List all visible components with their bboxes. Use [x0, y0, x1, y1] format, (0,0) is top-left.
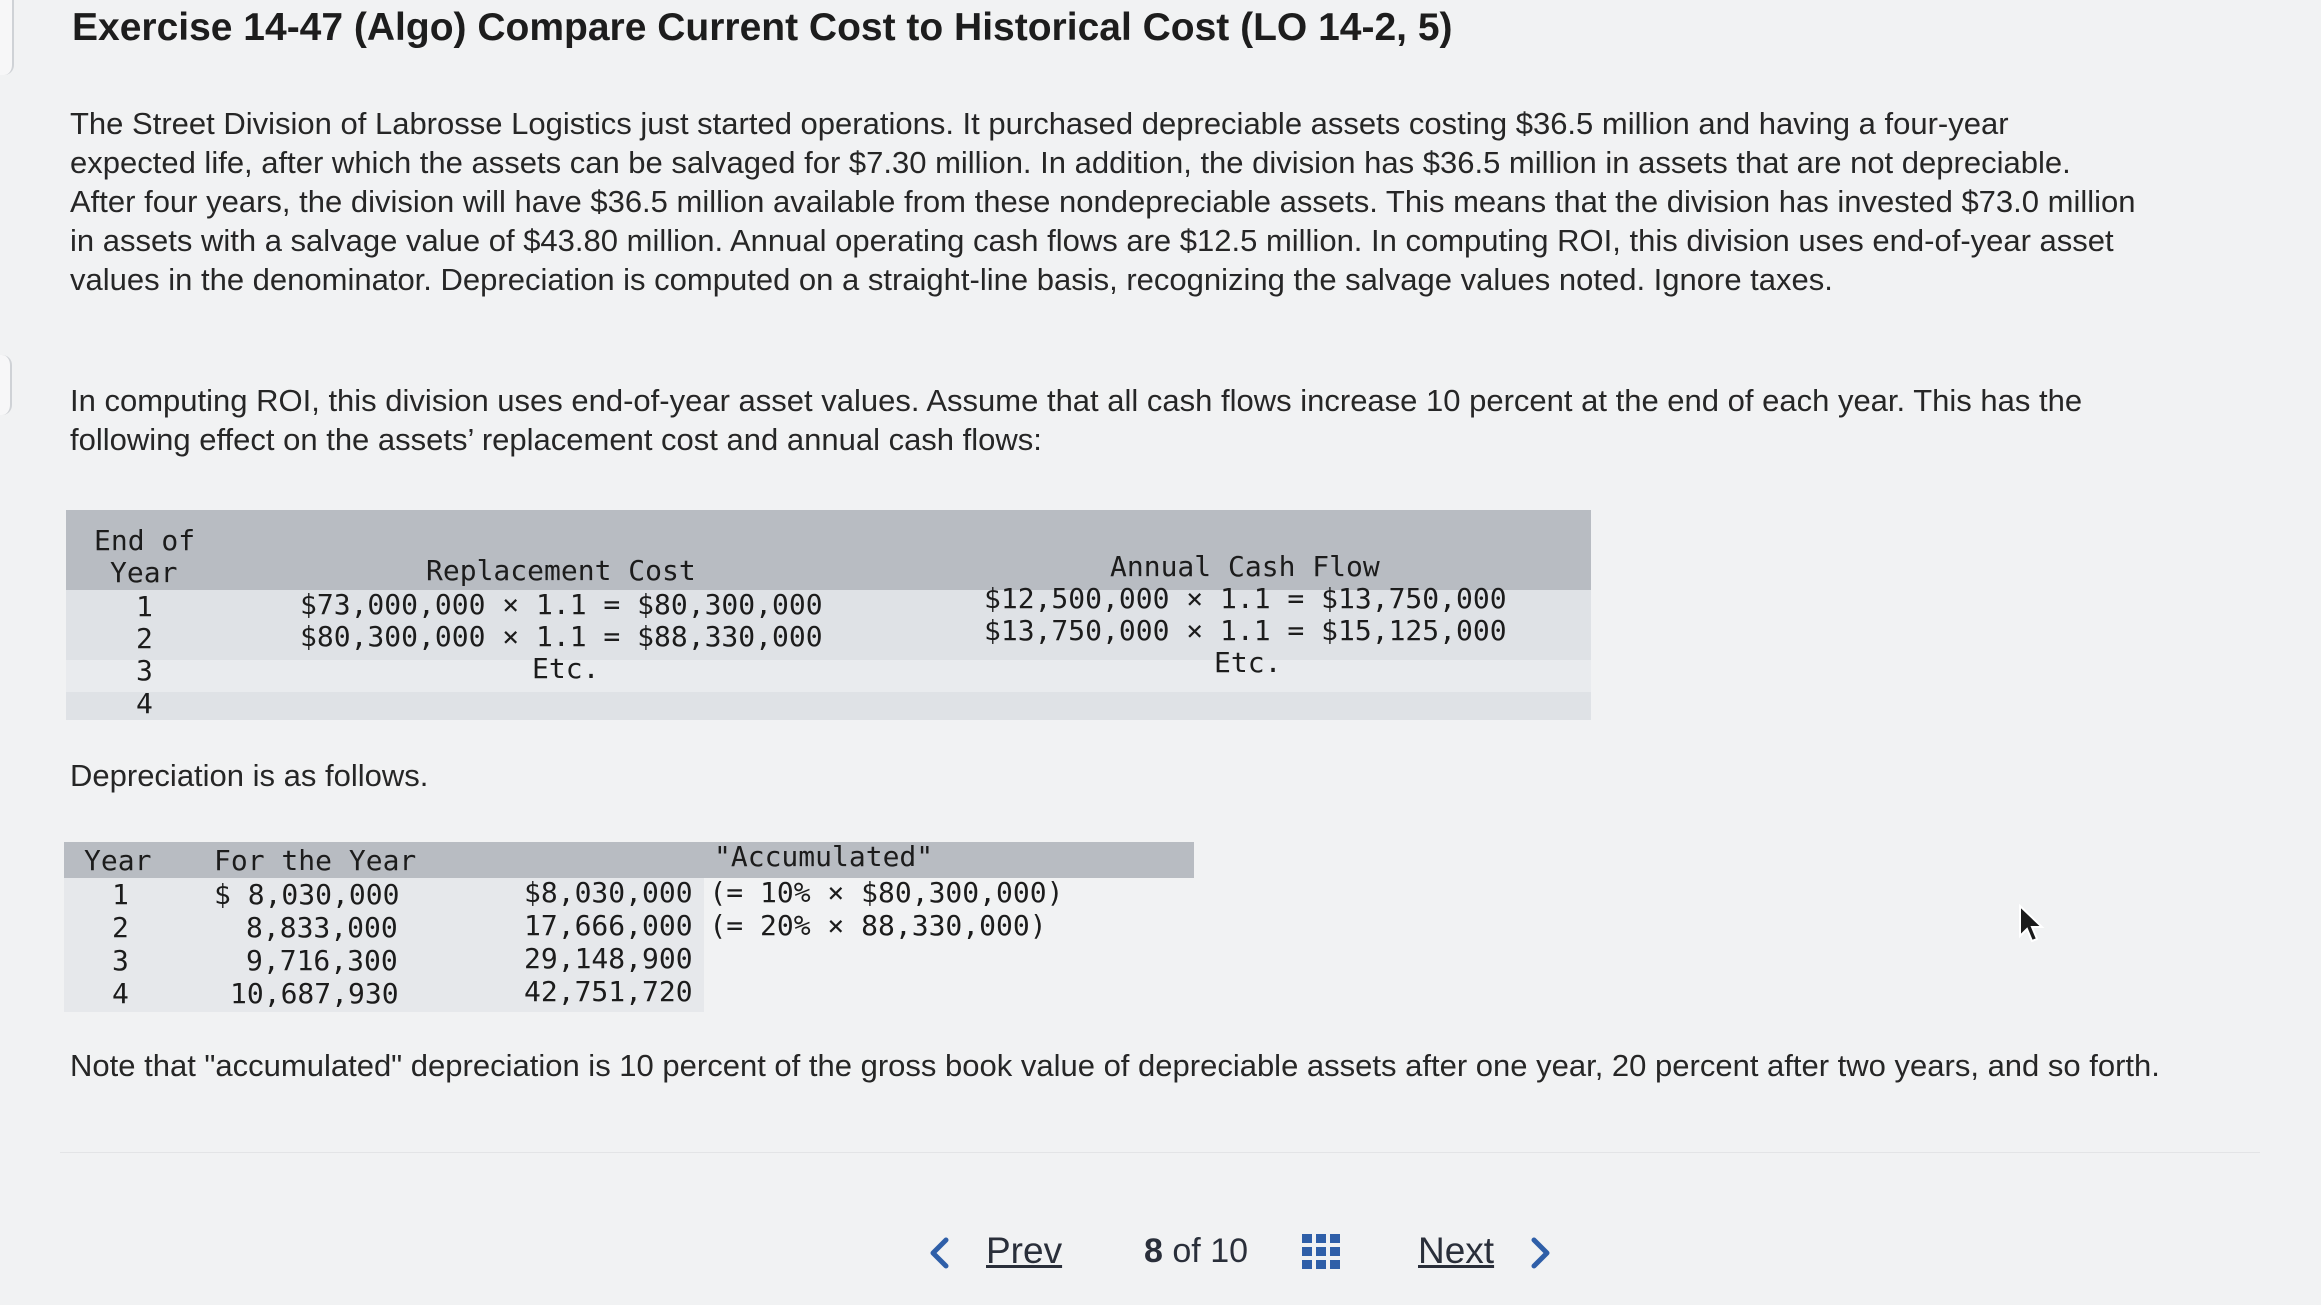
column-header-annual-cash-flow: Annual Cash Flow: [1110, 550, 1380, 583]
side-panel-tab[interactable]: [0, 0, 14, 75]
replacement-cost-table: [66, 510, 1591, 720]
total-pages: 10: [1210, 1232, 1249, 1270]
table-cell-cashflow: $12,500,000 × 1.1 = $13,750,000: [984, 582, 1507, 615]
table-cell-year: 2: [136, 622, 153, 655]
divider: [60, 1152, 2260, 1153]
table-cell-accumulated: 42,751,720: [524, 975, 693, 1008]
table-cell-for-year: 8,833,000: [246, 911, 398, 944]
table-cell-for-year: $ 8,030,000: [214, 878, 400, 911]
table-cell-cashflow: $13,750,000 × 1.1 = $15,125,000: [984, 614, 1507, 647]
depreciation-intro: Depreciation is as follows.: [70, 758, 429, 793]
table-cell-year: 4: [136, 687, 153, 720]
table-cell-accumulated: $8,030,000 (= 10% × $80,300,000): [524, 876, 1064, 909]
problem-description: The Street Division of Labrosse Logistics just started operations. It purchased depreciable assets costing $36.5 million and having a four-year expected life, after which the assets can be salvaged for $7.30 million. In addition, the division has $36.5 million in assets that are not depreciable. After four years, the division will have $36.5 million available from these nondepreciable assets. This means that the division has invested $73.0 million in assets with a salvage value of $43.80 million. Annual operating cash flows are $12.5 million. In computing ROI, this division uses end-of-year asset values in the denominator. Depreciation is computed on a straight-line basis, recognizing the salvage values noted. Ignore taxes.: [70, 106, 2136, 297]
page-indicator: [1144, 1232, 1248, 1271]
table-cell-replacement: $73,000,000 × 1.1 = $80,300,000: [300, 588, 823, 621]
table-cell-for-year: 9,716,300: [246, 944, 398, 977]
table-cell-cashflow: Etc.: [1214, 646, 1282, 679]
chevron-right-icon[interactable]: [1520, 1228, 1560, 1278]
table-cell-year: 2: [112, 911, 129, 944]
current-page: 8: [1144, 1232, 1163, 1270]
of-label: of: [1172, 1232, 1201, 1270]
table-cell-for-year: 10,687,930: [230, 977, 399, 1010]
table-cell-year: 4: [112, 977, 129, 1010]
column-header-year: Year: [84, 844, 152, 877]
chevron-left-icon[interactable]: [920, 1228, 960, 1278]
side-panel-tab[interactable]: [0, 355, 12, 415]
table-cell-year: 3: [136, 654, 153, 687]
table-cell-year: 1: [136, 590, 153, 623]
column-header-year: End of: [94, 524, 196, 557]
exercise-title: Exercise 14-47 (Algo) Compare Current Cost to Historical Cost (LO 14-2, 5): [72, 6, 1453, 49]
prev-button[interactable]: Prev: [986, 1230, 1063, 1271]
assumption-description: In computing ROI, this division uses end-of-year asset values. Assume that all cash flows increase 10 percent at the end of each year. This has the following effect on the assets’ replacement cost and annual cash flows:: [70, 383, 2083, 457]
column-header-replacement-cost: Replacement Cost: [426, 554, 696, 587]
column-header-accumulated: "Accumulated": [714, 840, 934, 873]
table-cell-year: 3: [112, 944, 129, 977]
column-header-year: Year: [110, 556, 178, 589]
table-cell-replacement: Etc.: [532, 652, 600, 685]
table-cell-year: 1: [112, 878, 129, 911]
depreciation-table: [64, 842, 1194, 1012]
table-cell-accumulated: 17,666,000 (= 20% × 88,330,000): [524, 909, 1047, 942]
next-button[interactable]: Next: [1418, 1230, 1495, 1271]
grid-icon[interactable]: [1300, 1232, 1342, 1272]
column-header-for-the-year: For the Year: [214, 844, 417, 877]
accumulated-note: Note that "accumulated" depreciation is 10 percent of the gross book value of depreciable assets after one year, 20 percent after two years, and so forth.: [70, 1048, 2160, 1083]
mouse-cursor-icon: [2018, 904, 2046, 944]
table-cell-accumulated: 29,148,900: [524, 942, 693, 975]
table-cell-replacement: $80,300,000 × 1.1 = $88,330,000: [300, 620, 823, 653]
